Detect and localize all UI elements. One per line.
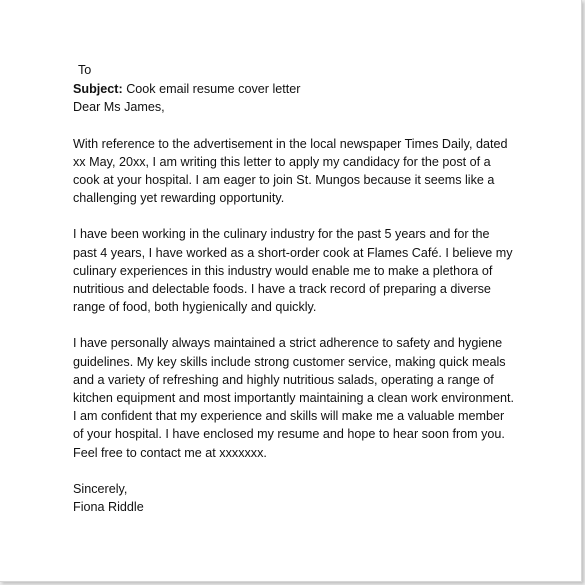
- paragraph-line: guidelines. My key skills include strong customer service, making quick meals: [73, 354, 506, 369]
- paragraph-line: culinary experiences in this industry would enable me to make a plethora of: [73, 263, 493, 278]
- salutation: Dear Ms James,: [73, 100, 165, 115]
- closing: Sincerely,: [73, 481, 128, 496]
- subject-line: [73, 80, 533, 98]
- paragraph-line: range of food, both hygienically and quickly.: [73, 300, 317, 315]
- paragraph-line: I have personally always maintained a strict adherence to safety and hygiene: [73, 336, 503, 351]
- paragraph-line: and a variety of refreshing and highly nutritious salads, operating a range of: [73, 372, 494, 387]
- paragraph-spacer: [73, 207, 533, 225]
- paragraph-line: xx May, 20xx, I am writing this letter to apply my candidacy for the post of a: [73, 154, 491, 169]
- paragraph-line: of your hospital. I have enclosed my resume and hope to hear soon from you.: [73, 427, 505, 442]
- paragraph-spacer: [73, 117, 533, 135]
- cover-letter: [73, 61, 533, 516]
- paragraph-line: Feel free to contact me at xxxxxxx.: [73, 445, 267, 460]
- paragraph-line: challenging yet rewarding opportunity.: [73, 191, 285, 206]
- subject-label: Subject:: [73, 82, 123, 97]
- paragraph-line: past 4 years, I have worked as a short-order cook at Flames Café. I believe my: [73, 245, 513, 260]
- paragraph-spacer: [73, 316, 533, 334]
- paragraph-spacer: [73, 462, 533, 480]
- paragraph-1: [73, 135, 533, 208]
- paragraph-line: I have been working in the culinary industry for the past 5 years and for the: [73, 227, 490, 242]
- paragraph-line: With reference to the advertisement in the local newspaper Times Daily, dated: [73, 136, 508, 151]
- paragraph-line: kitchen equipment and most importantly maintaining a clean work environment.: [73, 391, 515, 406]
- paragraph-line: nutritious and delectable foods. I have a track record of preparing a diverse: [73, 282, 491, 297]
- paragraph-3: [73, 334, 533, 461]
- recipient-line: To: [78, 63, 92, 77]
- paragraph-2: [73, 225, 533, 316]
- paragraph-line: I am confident that my experience and skills will make me a valuable member: [73, 409, 505, 424]
- signature-name: Fiona Riddle: [73, 500, 144, 515]
- subject-text: Cook email resume cover letter: [126, 82, 301, 97]
- paragraph-line: cook at your hospital. I am eager to join St. Mungos because it seems like a: [73, 173, 495, 188]
